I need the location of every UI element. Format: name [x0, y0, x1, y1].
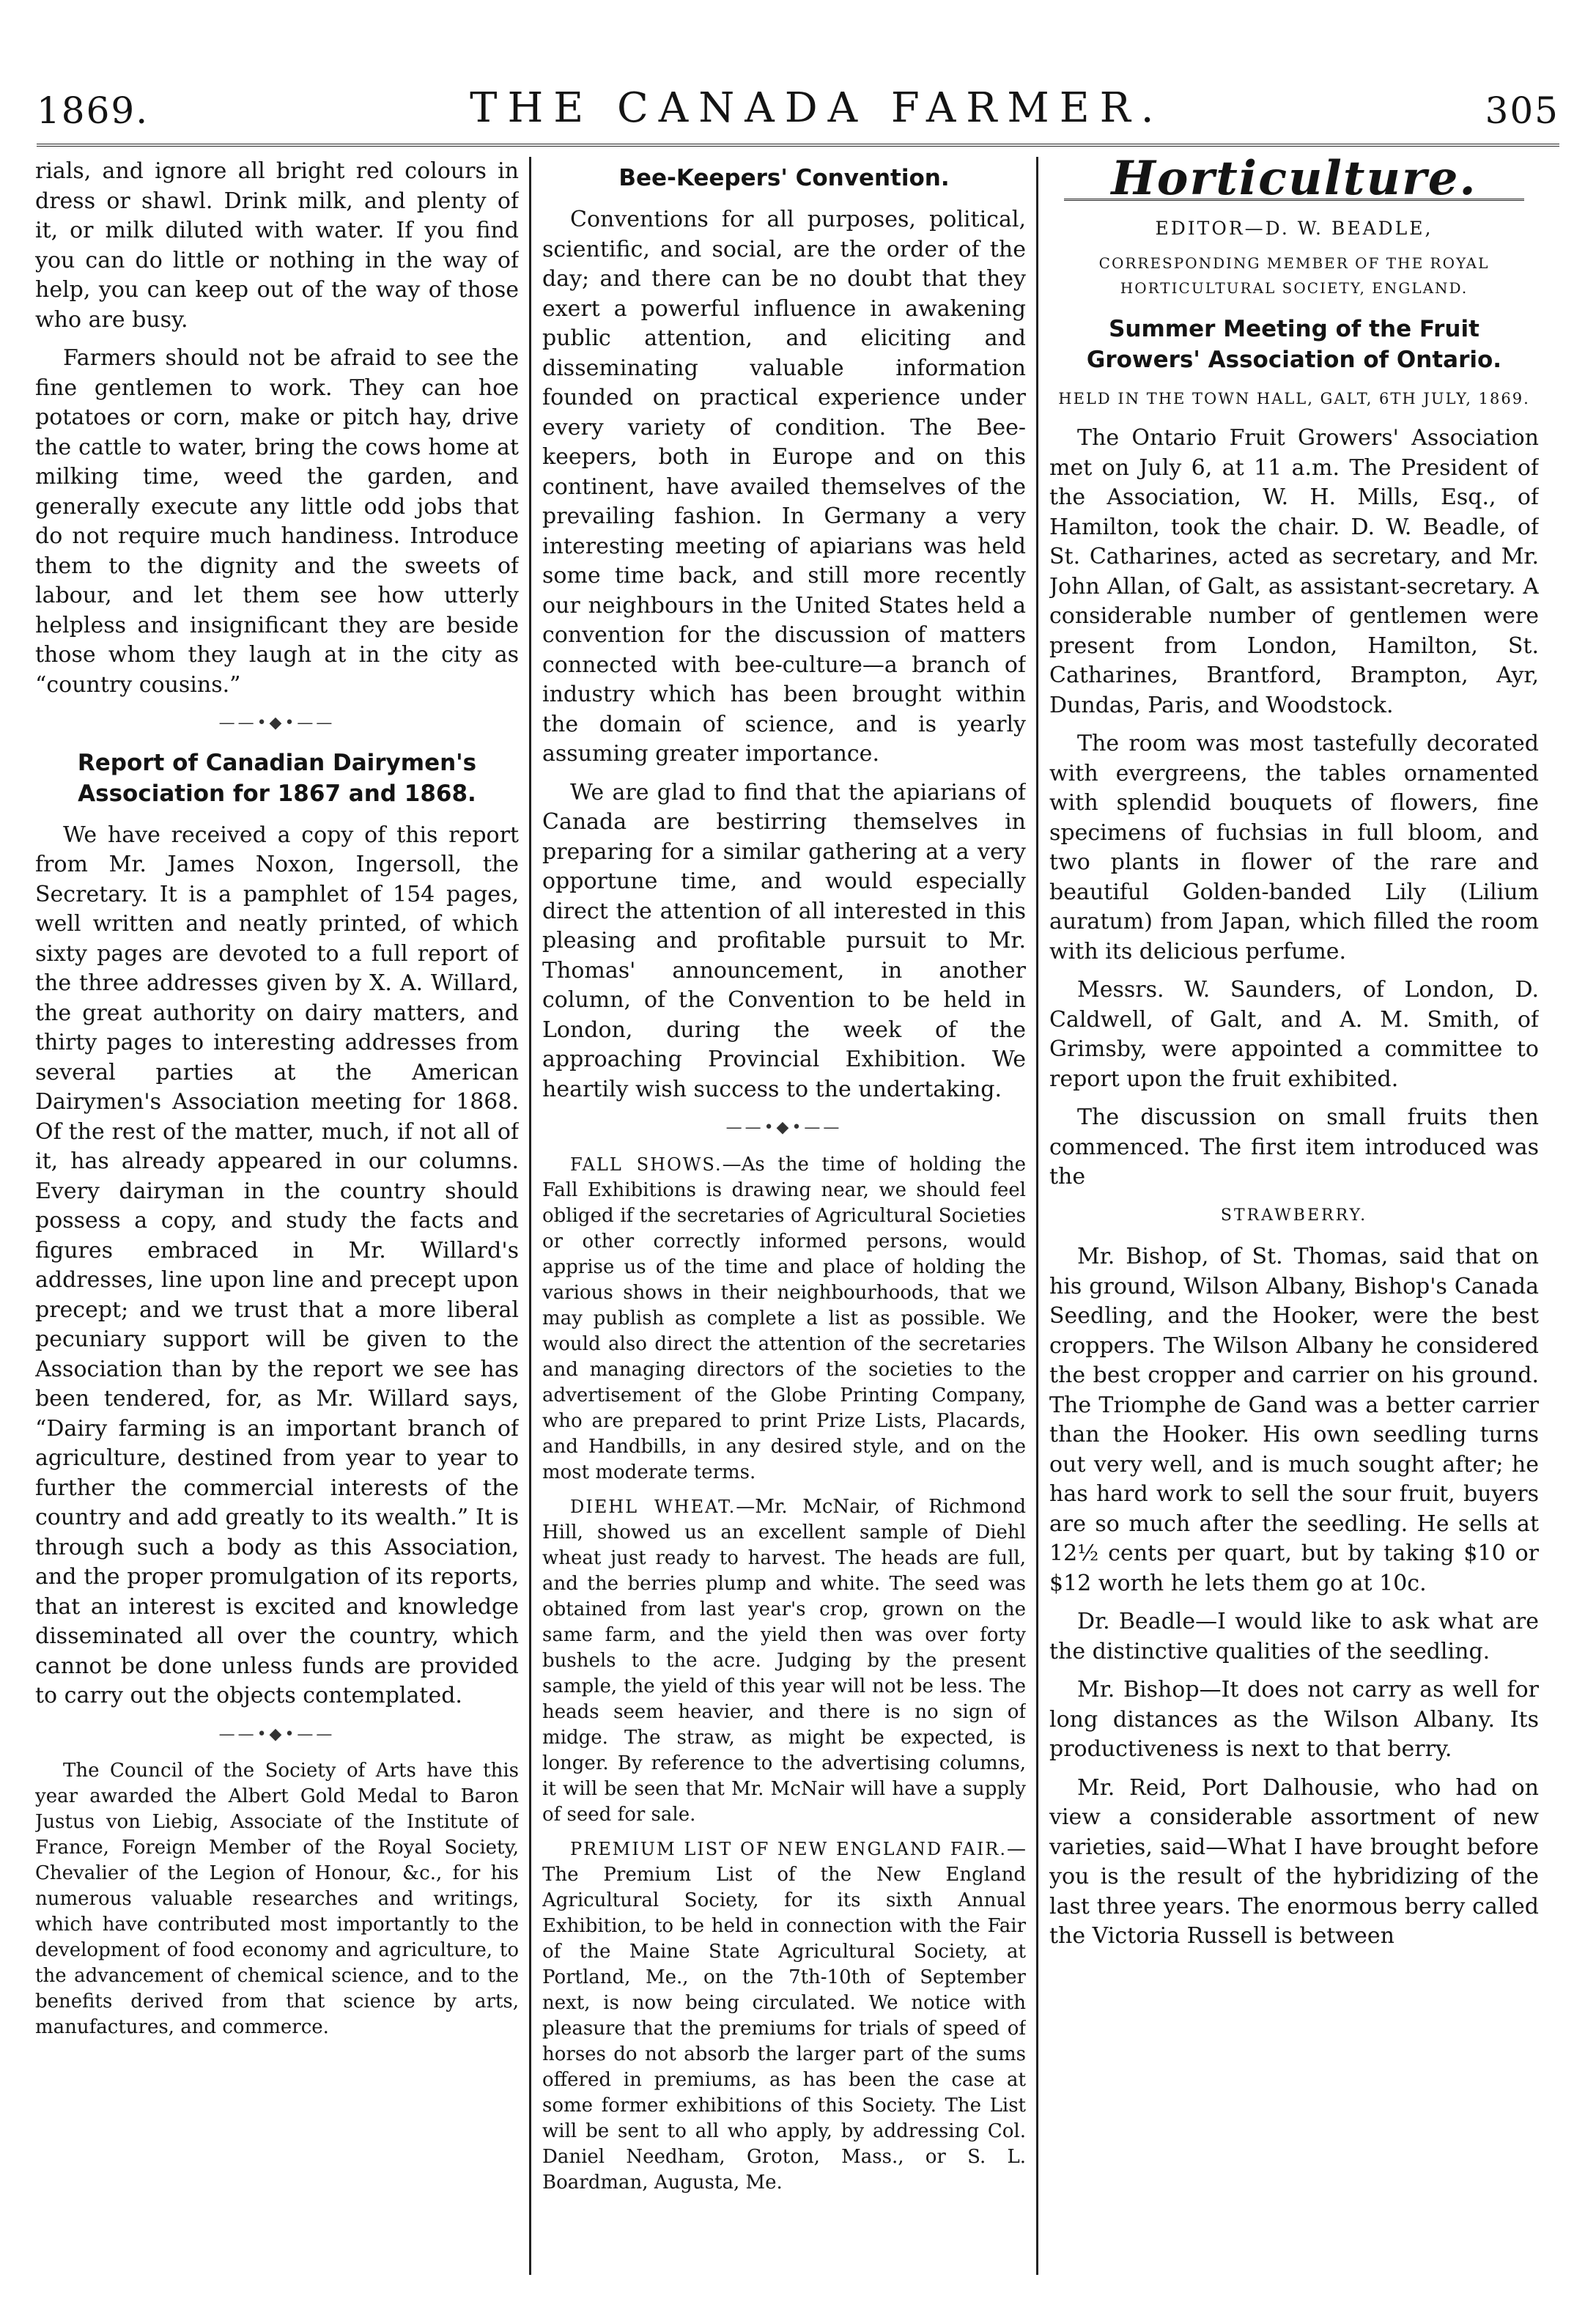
item-heading: FALL SHOWS.: [570, 1154, 723, 1175]
article-heading-bee-keepers: Bee-Keepers' Convention.: [618, 165, 950, 191]
article-paragraph: Mr. Bishop—It does not carry as well for long distances as the Wilson Albany. Its productiveness is next to that berry.: [1049, 1677, 1539, 1762]
column-divider: [1036, 157, 1038, 2275]
newspaper-title: THE CANADA FARMER.: [470, 84, 1164, 132]
section-separator: ——•◆•——: [218, 1724, 336, 1744]
article-heading-fruit-growers: Summer Meeting of the Fruit Growers' Association of Ontario.: [1086, 316, 1502, 373]
editor-affiliation: CORRESPONDING MEMBER OF THE ROYAL HORTICULTURAL SOCIETY, ENGLAND.: [1098, 254, 1490, 297]
column-middle: [542, 157, 1026, 2275]
masthead-rule: [37, 144, 1559, 147]
page-number: 305: [1485, 89, 1559, 132]
item-body: —The Premium List of the New England Agricultural Society, for its sixth Annual Exhibition, to be held in connection with the Fair of the Maine State Agricultural Society, at Portland, Me., on the 7th-10th of September next, is now being circulated. We notice with pleasure that the premiums for trials of speed of horses do not absorb the larger part of the sums offered in premiums, as has been the case at some former exhibitions of this Society. The List will be sent to all who apply, by addressing Col. Daniel Needham, Groton, Mass., or S. L. Boardman, Augusta, Me.: [542, 1837, 1026, 2194]
article-paragraph: We have received a copy of this report from Mr. James Noxon, Ingersoll, the Secretary. It is a pamphlet of 154 pages, well written and neatly printed, of which sixty pages are devoted to a full report of the three addresses given by X. A. Willard, the great authority on dairy matters, and thirty pages to interesting addresses from several parties at the American Dairymen's Association meeting for 1868. Of the rest of the matter, much, if not all of it, has already appeared in our columns. Every dairyman in the country should possess a copy, and study the facts and figures embraced in Mr. Willard's addresses, line upon line and precept upon precept; and we trust that a more liberal pecuniary support will be given to the Association than by the report we see has been tendered, for, as Mr. Willard says, “Dairy farming is an important branch of agriculture, destined from year to year to further the commercial interests of the country and add greatly to its wealth.” It is through such a body as this Association, and the proper promulgation of its reports, that an interest is excited and knowledge disseminated all over the country, which cannot be done unless funds are provided to carry out the objects contemplated.: [35, 822, 519, 1708]
column-right: [1049, 157, 1539, 2275]
item-body: —Mr. McNair, of Richmond Hill, showed us an excellent sample of Diehl wheat just ready to harvest. The heads are full, and the berries plump and white. The seed was obtained from last year's crop, grown on the same farm, and the yield then was over forty bushels to the acre. Judging by the present sample, the yield of this year will not be less. The heads seem heavier, and there is no sign of midge. The straw, as might be expected, is longer. By reference to the advertising columns, it will be seen that Mr. McNair will have a supply of seed for sale.: [542, 1495, 1026, 1826]
article-paragraph: The Ontario Fruit Growers' Association met on July 6, at 11 a.m. The President of the Association, W. H. Mills, Esq., of Hamilton, took the chair. D. W. Beadle, of St. Catharines, acted as secretary, and Mr. John Allan, of Galt, as assistant-secretary. A considerable number of gentlemen were present from London, Hamilton, St. Catharines, Brantford, Brampton, Ayr, Dundas, Paris, and Woodstock.: [1049, 425, 1539, 718]
article-paragraph: Mr. Reid, Port Dalhousie, who had on view a considerable assortment of new varieties, said—What I have brought before you is the result of the hybridizing of the last three years. The enormous berry called the Victoria Russell is between: [1049, 1774, 1539, 1949]
editor-line: EDITOR—D. W. BEADLE,: [1155, 217, 1433, 239]
item-heading: PREMIUM LIST OF NEW ENGLAND FAIR.: [570, 1838, 1007, 1859]
article-paragraph: The Council of the Society of Arts have this year awarded the Albert Gold Medal to Baron Justus von Liebig, Associate of the Institute of France, Foreign Member of the Royal Society, Chevalier of the Legion of Honour, &c., for his numerous valuable researches and writings, which have contributed most importantly to the development of food economy and agriculture, to the advancement of chemical science, and to the benefits derived from that science by arts, manufactures, and commerce.: [35, 1760, 519, 2038]
issue-year: 1869.: [37, 89, 149, 132]
article-paragraph: Farmers should not be afraid to see the fine gentlemen to work. They can hoe potatoes or corn, make or pitch hay, drive the cattle to water, bring the cows home at milking time, weed the garden, and generally execute any little odd jobs that do not require much handiness. Introduce them to the dignity and the sweets of labour, and let them see how utterly helpless and insignificant they are beside those whom they laugh at in the city as “country cousins.”: [35, 345, 519, 698]
article-paragraph: Dr. Beadle—I would like to ask what are the distinctive qualities of the seedling.: [1049, 1609, 1539, 1664]
article-paragraph: Mr. Bishop, of St. Thomas, said that on his ground, Wilson Albany, Bishop's Canada Seedling, and the Hooker, were the best croppers. The Wilson Albany he considered the best cropper and carrier on his ground. The Triomphe de Gand was a better carrier than the Hooker. His own seedling turns out very well, and is much sought after; he has hard work to sell the sour fruit, buyers are so much after the seedling. He sells at 12½ cents per quart, but by taking $10 or $12 worth he lets them go at 10c.: [1049, 1244, 1539, 1596]
item-heading: DIEHL WHEAT.: [570, 1496, 736, 1517]
department-title: Horticulture.: [1111, 157, 1477, 206]
masthead: [37, 73, 1559, 132]
article-paragraph: We are glad to find that the apiarians of Canada are bestirring themselves in preparing for a similar gathering at a very opportune time, and would especially direct the attention of all interested in this pleasing and profitable pursuit to Mr. Thomas' announcement, in another column, of the Convention to be held in London, during the week of the approaching Provincial Exhibition. We heartily wish success to the undertaking.: [542, 779, 1026, 1102]
article-paragraph: The discussion on small fruits then commenced. The first item introduced was the: [1049, 1104, 1539, 1189]
article-paragraph: The room was most tastefully decorated with evergreens, the tables ornamented with splendid bouquets of flowers, fine specimens of fuchsias in full bloom, and two plants in flower of the rare and beautiful Golden-banded Lily (Lilium auratum) from Japan, which filled the room with its delicious perfume.: [1049, 731, 1539, 964]
article-paragraph-diehl-wheat: [542, 1494, 1026, 1828]
article-paragraph: rials, and ignore all bright red colours in dress or shawl. Drink milk, and plenty of it, or milk diluted with water. If you find you can do little or nothing in the way of help, you can keep out of the way of those who are busy.: [35, 158, 519, 333]
subheading-strawberry: STRAWBERRY.: [1220, 1206, 1368, 1225]
article-paragraph: Conventions for all purposes, political, scientific, and social, are the order of the day; and there can be no doubt that they exert a powerful influence in awakening public attention, and eliciting and disseminating valuable information founded on practical experience under every variety of condition. The Bee-keepers, both in Europe and on this continent, have availed themselves of the prevailing fashion. In Germany a very interesting meeting of apiarians was held some time back, and still more recently our neighbours in the United States held a convention for the discussion of matters connected with bee-culture—a branch of industry which has been brought within the domain of science, and is yearly assuming greater importance.: [542, 207, 1026, 767]
column-divider: [529, 157, 531, 2275]
section-separator: ——•◆•——: [725, 1118, 843, 1137]
column-left: [35, 157, 519, 2275]
article-paragraph-fall-shows: [542, 1152, 1026, 1486]
article-paragraph-premium-list: [542, 1837, 1026, 2196]
meeting-location: HELD IN THE TOWN HALL, GALT, 6TH JULY, 1869.: [1058, 390, 1530, 407]
article-heading-dairymen: Report of Canadian Dairymen's Association for 1867 and 1868.: [77, 749, 477, 807]
item-body: —As the time of holding the Fall Exhibitions is drawing near, we should feel obliged if the secretaries of Agricultural Societies or other correctly informed persons, would apprise us of the time and place of holding the various shows in their neighbourhoods, that we may publish as complete a list as possible. We would also direct the attention of the secretaries and managing directors of the societies to the advertisement of the Globe Printing Company, who are prepared to print Prize Lists, Placards, and Handbills, in any desired style, and on the most moderate terms.: [542, 1153, 1026, 1483]
section-separator: ——•◆•——: [218, 714, 336, 732]
article-paragraph: Messrs. W. Saunders, of London, D. Caldwell, of Galt, and A. M. Smith, of Grimsby, were appointed a committee to report upon the fruit exhibited.: [1049, 977, 1539, 1092]
